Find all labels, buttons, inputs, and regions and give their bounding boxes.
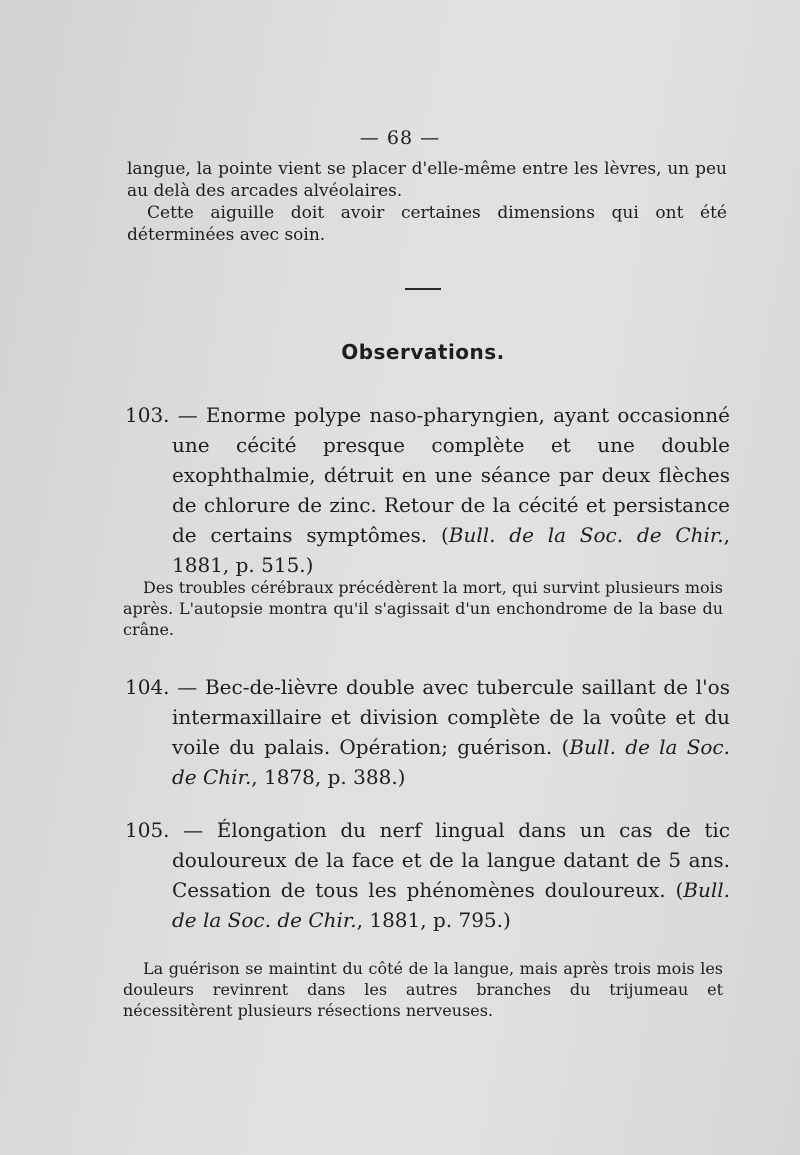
observation-number: 103. bbox=[125, 403, 170, 427]
observation-citation-rest: , 1878, p. 388.) bbox=[251, 765, 406, 789]
observation-citation-rest: , 1881, p. 515.) bbox=[172, 523, 730, 577]
observation-citation: Bull. de la Soc. de Chir. bbox=[172, 878, 730, 932]
observation-body: — Élongation du nerf lingual dans un cas de tic douloureux de la face et de la langue datant de 5 ans. Cessation de tous les phénomènes douloureux. ( bbox=[172, 818, 731, 902]
observation-text bbox=[125, 400, 730, 580]
section-title: Observations. bbox=[341, 340, 505, 364]
observation-105 bbox=[125, 815, 730, 935]
observation-number: 104. bbox=[125, 675, 170, 699]
observation-103-note bbox=[123, 577, 723, 640]
intro-paragraph-1: langue, la pointe vient se placer d'elle-même entre les lèvres, un peu au delà des arcades alvéolaires. bbox=[127, 159, 727, 201]
page-number: — 68 — bbox=[359, 127, 441, 149]
observation-104 bbox=[125, 672, 730, 792]
observation-103 bbox=[125, 400, 730, 580]
observation-number: 105. bbox=[125, 818, 170, 842]
intro-paragraph-2: Cette aiguille doit avoir certaines dimensions qui ont été déterminées avec soin. bbox=[127, 203, 727, 245]
section-divider bbox=[405, 288, 441, 290]
observation-note: Des troubles cérébraux précédèrent la mort, qui survint plusieurs mois après. L'autopsie montra qu'il s'agissait d'un enchondrome de la base du crâne. bbox=[123, 578, 723, 639]
observation-text bbox=[125, 672, 730, 792]
observation-citation: Bull. de la Soc. de Chir. bbox=[448, 523, 724, 547]
observation-note: La guérison se maintint du côté de la langue, mais après trois mois les douleurs revinrent dans les autres branches du trijumeau et nécessitèrent plusieurs résections nerveuses. bbox=[123, 959, 723, 1020]
observation-105-note bbox=[123, 958, 723, 1021]
observation-citation-rest: , 1881, p. 795.) bbox=[356, 908, 511, 932]
observation-body: — Bec-de-lièvre double avec tubercule saillant de l'os intermaxillaire et division complète de la voûte et du voile du palais. Opération; guérison. ( bbox=[172, 675, 730, 759]
intro-paragraphs bbox=[127, 158, 727, 246]
observation-citation: Bull. de la Soc. de Chir. bbox=[172, 735, 730, 789]
observation-text bbox=[125, 815, 730, 935]
observation-body: — Enorme polype naso-pharyngien, ayant occasionné une cécité presque complète et une double exophthalmie, détruit en une séance par deux flèches de chlorure de zinc. Retour de la cécité et persistance de certains symptômes. ( bbox=[172, 403, 730, 547]
